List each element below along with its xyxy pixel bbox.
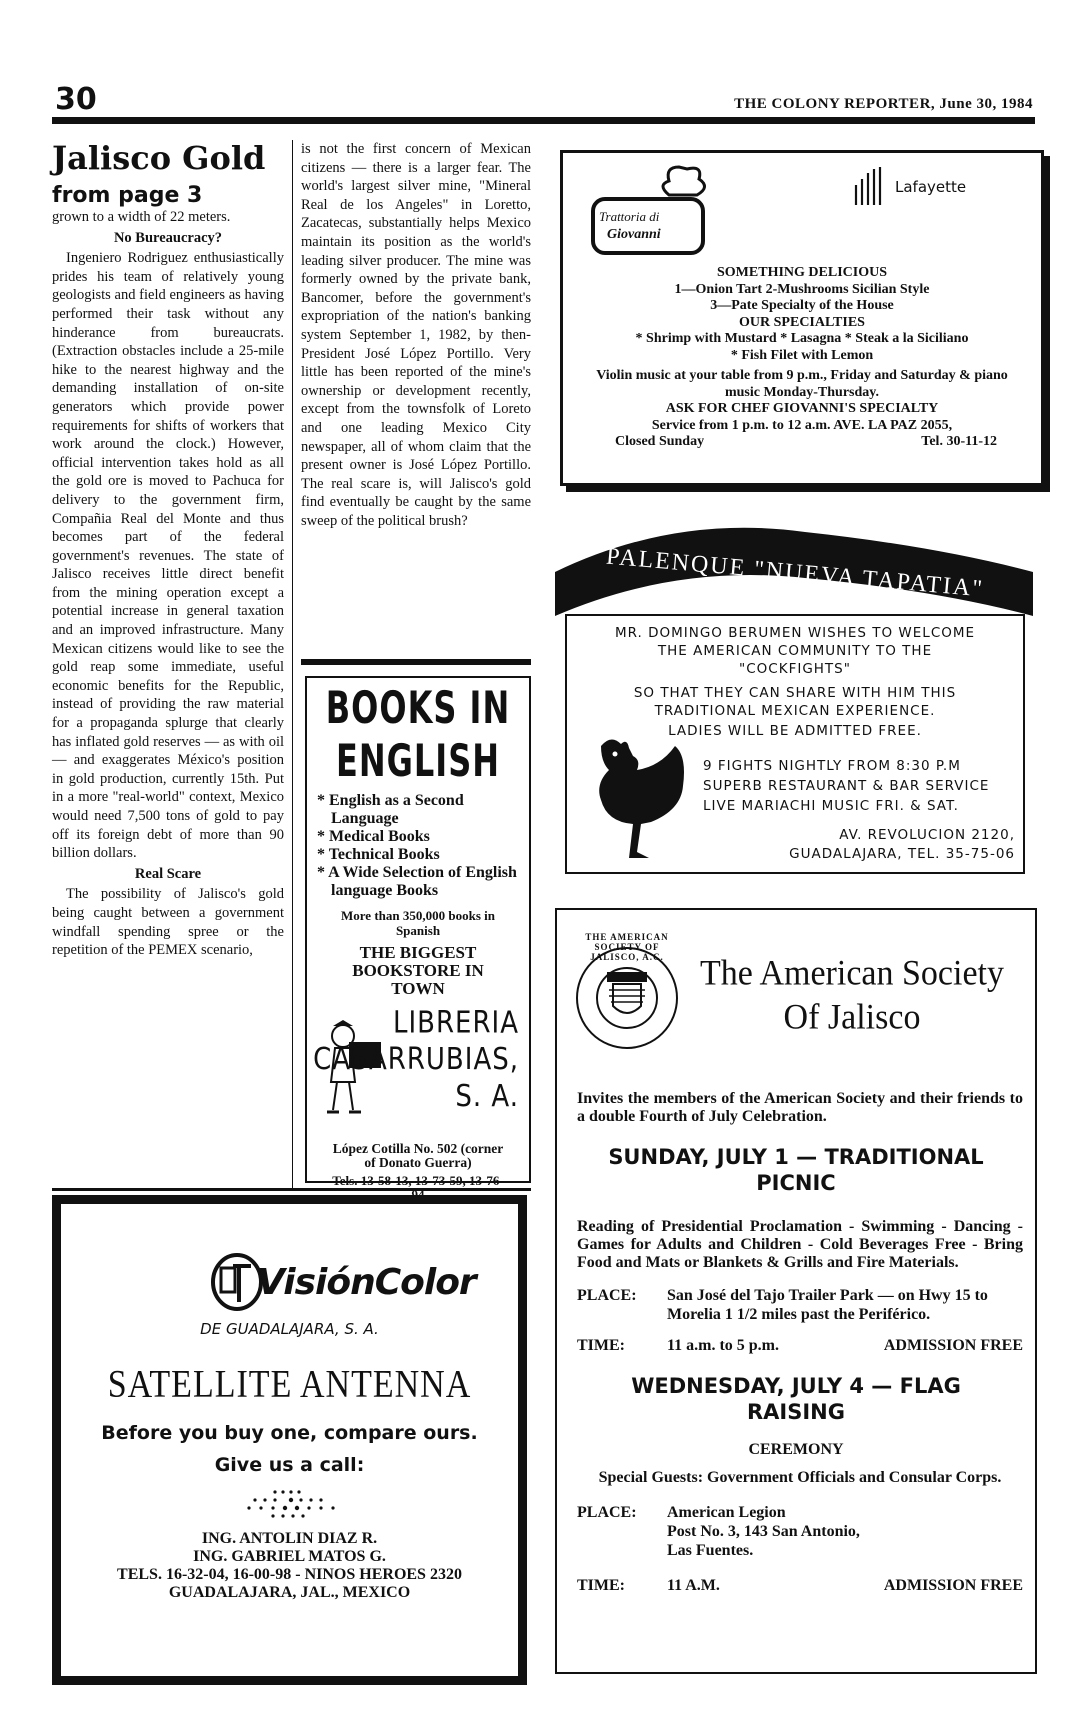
society-seal-text: THE AMERICAN SOCIETY OF JALISCO, A.C. (585, 932, 669, 962)
books-in-english-ad (305, 676, 531, 1202)
list-item: * A Wide Selection of English language Books (317, 864, 517, 899)
palenque-share: SO THAT THEY CAN SHARE WITH HIM THIS TRADITIONAL MEXICAN EXPERIENCE. (633, 685, 957, 719)
palenque-features (703, 756, 989, 816)
vision-contact2: ING. GABRIEL MATOS G. (193, 1548, 386, 1565)
vision-city: GUADALAJARA, JAL., MEXICO (168, 1584, 411, 1601)
books-list (307, 792, 529, 900)
store-address: López Cotilla No. 502 (corner of Donato Guerra) (332, 1141, 504, 1170)
top-rule (52, 117, 1035, 124)
article-paragraph: Ingeniero Rodriguez enthusiastically prides his team of relatively young geologists and field engineers as having performed their task without any hinderance from bureaucrats. (Extraction obstacles include a 25-mile hike to the nearest highway and the demanding installation of on-site generators which provide power requirements for shifts of workers that work around the clock.) However, official intervention takes hold as all the gold ore is moved to Pachuca for delivery to the government firm, Compañia Real del Monte and thus becomes part of the federal government's revenues. The state of Jalisco receives little direct benefit from the mining operation except a potential increase in general taxation and an improved infrastructure. Many Mexican citizens would like to see the gold reap some immediate, useful economic benefits for the Republic, instead of providing the raw material for a propaganda splurge that clearly has inflated gold reserves — as with oil — and exaggerates México's position in gold production, currently 15th. Put in a more "real-world" context, Mexico would need 7,500 tons of gold to pay off its foreign debt of more than 90 billion dollars. (52, 250, 284, 862)
books-ad-title: BOOKS IN ENGLISH (325, 680, 511, 788)
list-item: * Medical Books (317, 828, 430, 845)
palenque-welcome: MR. DOMINGO BERUMEN WISHES TO WELCOME THE AMERICAN COMMUNITY TO THE "COCKFIGHTS" (614, 625, 976, 677)
article-paragraph: grown to a width of 22 meters. (52, 209, 231, 225)
column-divider (292, 140, 293, 1190)
palenque-feature: LIVE MARIACHI MUSIC FRI. & SAT. (703, 798, 959, 814)
list-item: * English as a Second Language (317, 792, 464, 827)
event2-admission: ADMISSION FREE (883, 1577, 1023, 1594)
event1-time: 11 a.m. to 5 p.m. (667, 1337, 779, 1354)
vision-line1: Before you buy one, compare ours. (101, 1422, 478, 1444)
event2-guests: Special Guests: Government Officials and Consular Corps. (598, 1469, 1002, 1486)
vision-tels: TELS. 16-32-04, 16-00-98 - NINOS HEROES 2320 (117, 1566, 462, 1583)
lafayette-logo: Lafayette (895, 178, 967, 196)
palenque-body (565, 614, 1025, 874)
resto-line: * Fish Filet with Lemon (730, 347, 874, 363)
resto-line: 3—Pate Specialty of the House (710, 298, 894, 313)
event1-place: San José del Tajo Trailer Park — on Hwy 15 to Morelia 1 1/2 miles past the Periférico. (667, 1287, 988, 1323)
resto-line: 1—Onion Tart 2-Mushrooms Sicilian Style (674, 281, 930, 297)
rooster-icon (571, 726, 691, 866)
article-column-2 (301, 140, 531, 530)
list-item: * Technical Books (317, 846, 440, 863)
time-label: TIME: (577, 1337, 625, 1354)
article-paragraph: is not the first concern of Mexican citizens — there is a larger fear. The world's largest silver mine, "Mineral Real de los Angeles" in Loretto, Zacatecas, substantially helps Mexico maintain its position as the world's leading silver producer. The mine was formerly owned by the private bank, Bancomer, before the government's expropriation of the nation's banking system September 1, 1982, by then-President José López Portillo. Very little has been reported of the mine's ownership or development recently, except from the townsfolk of Loreto and one leading Mexico City newspaper, all of whom claim that the present owner is José López Portillo. The real scare is, will Jalisco's gold find eventually be caught by the same sweep of the political brush? (301, 141, 531, 529)
trattoria-ad (560, 150, 1044, 486)
publication-line: THE COLONY REPORTER, June 30, 1984 (734, 96, 1033, 112)
resto-line: Violin music at your table from 9 p.m., Friday and Saturday & piano music Monday-Thursday. (596, 368, 1008, 400)
palenque-feature: 9 FIGHTS NIGHTLY FROM 8:30 P.M (703, 758, 961, 774)
resto-closed: Closed Sunday (615, 434, 705, 449)
event2-place: American Legion Post No. 3, 143 San Antonio, Las Fuentes. (667, 1504, 860, 1559)
page-number: 30 (55, 82, 97, 117)
resto-line: OUR SPECIALTIES (739, 314, 865, 330)
crosshead: No Bureaucracy? (113, 229, 223, 246)
books-slogan: THE BIGGEST BOOKSTORE IN TOWN (352, 943, 484, 998)
palenque-address: AV. REVOLUCION 2120, GUADALAJARA, TEL. 35-75-06 (789, 827, 1015, 862)
resto-line: SOMETHING DELICIOUS (717, 265, 887, 280)
article-column-1 (52, 140, 284, 960)
section-rule (301, 659, 531, 665)
event1-description: Reading of Presidential Proclamation - Swimming - Dancing - Games for Adults and Children - Cold Beverages Free - Bring Food and Mats or Blankets & Grills and Fire Materials. (577, 1218, 1023, 1271)
event1-heading: SUNDAY, JULY 1 — TRADITIONAL PICNIC (608, 1145, 984, 1195)
society-title: The American Society Of Jalisco (699, 954, 1004, 1037)
article-headline: Jalisco Gold (52, 139, 266, 177)
palenque-ad (555, 520, 1033, 880)
barcode-logo-icon (853, 167, 887, 207)
event2-heading: WEDNESDAY, JULY 4 — FLAG RAISING (631, 1374, 961, 1424)
dotted-ornament-icon (235, 1486, 345, 1520)
palenque-banner: PALENQUE "NUEVA TAPATIA" (605, 543, 985, 603)
article-paragraph: The possibility of Jalisco's gold being caught between a government windfall spending spree or the repetition of the PEMEX scenario, (52, 886, 284, 959)
american-society-ad (555, 908, 1037, 1674)
resto-line: Service from 1 p.m. to 12 a.m. AVE. LA PAZ 2055, (651, 417, 953, 433)
store-phones: Tels. 13-58-13, 13-73-59, 13-76-94 (332, 1173, 504, 1202)
event2-time: 11 A.M. (667, 1577, 720, 1594)
vision-line2: Give us a call: (214, 1454, 365, 1476)
palenque-feature: SUPERB RESTAURANT & BAR SERVICE (703, 778, 990, 794)
vision-subtitle: DE GUADALAJARA, S. A. (200, 1320, 379, 1338)
resto-phone: Tel. 30-11-12 (921, 434, 997, 449)
spanish-books-note: More than 350,000 books in Spanish (341, 908, 495, 938)
crosshead: Real Scare (134, 865, 202, 882)
place-label: PLACE: (577, 1287, 637, 1304)
continued-from: from page 3 (52, 183, 203, 208)
store-name: LIBRERIA CASARRUBIAS, S. A. (313, 1005, 519, 1115)
palenque-ladies: LADIES WILL BE ADMITTED FREE. (668, 723, 922, 739)
place-label: PLACE: (577, 1504, 637, 1521)
resto-line: * Shrimp with Mustard * Lasagna * Steak a la Siciliano (635, 331, 969, 346)
trattoria-logo-line1: Trattoria di (599, 209, 660, 224)
event2-ceremony: CEREMONY (748, 1441, 844, 1458)
trattoria-logo-line2: Giovanni (607, 227, 661, 242)
event1-admission: ADMISSION FREE (883, 1337, 1023, 1354)
vision-headline: SATELLITE ANTENNA (107, 1363, 472, 1406)
visioncolor-logo: VisiónColor (257, 1262, 476, 1303)
time-label: TIME: (577, 1577, 625, 1594)
visioncolor-ad (52, 1195, 527, 1685)
resto-line: ASK FOR CHEF GIOVANNI'S SPECIALTY (665, 401, 939, 416)
vision-contact1: ING. ANTOLIN DIAZ R. (201, 1530, 378, 1547)
society-invite: Invites the members of the American Society and their friends to a double Fourth of July Celebration. (577, 1090, 1023, 1125)
